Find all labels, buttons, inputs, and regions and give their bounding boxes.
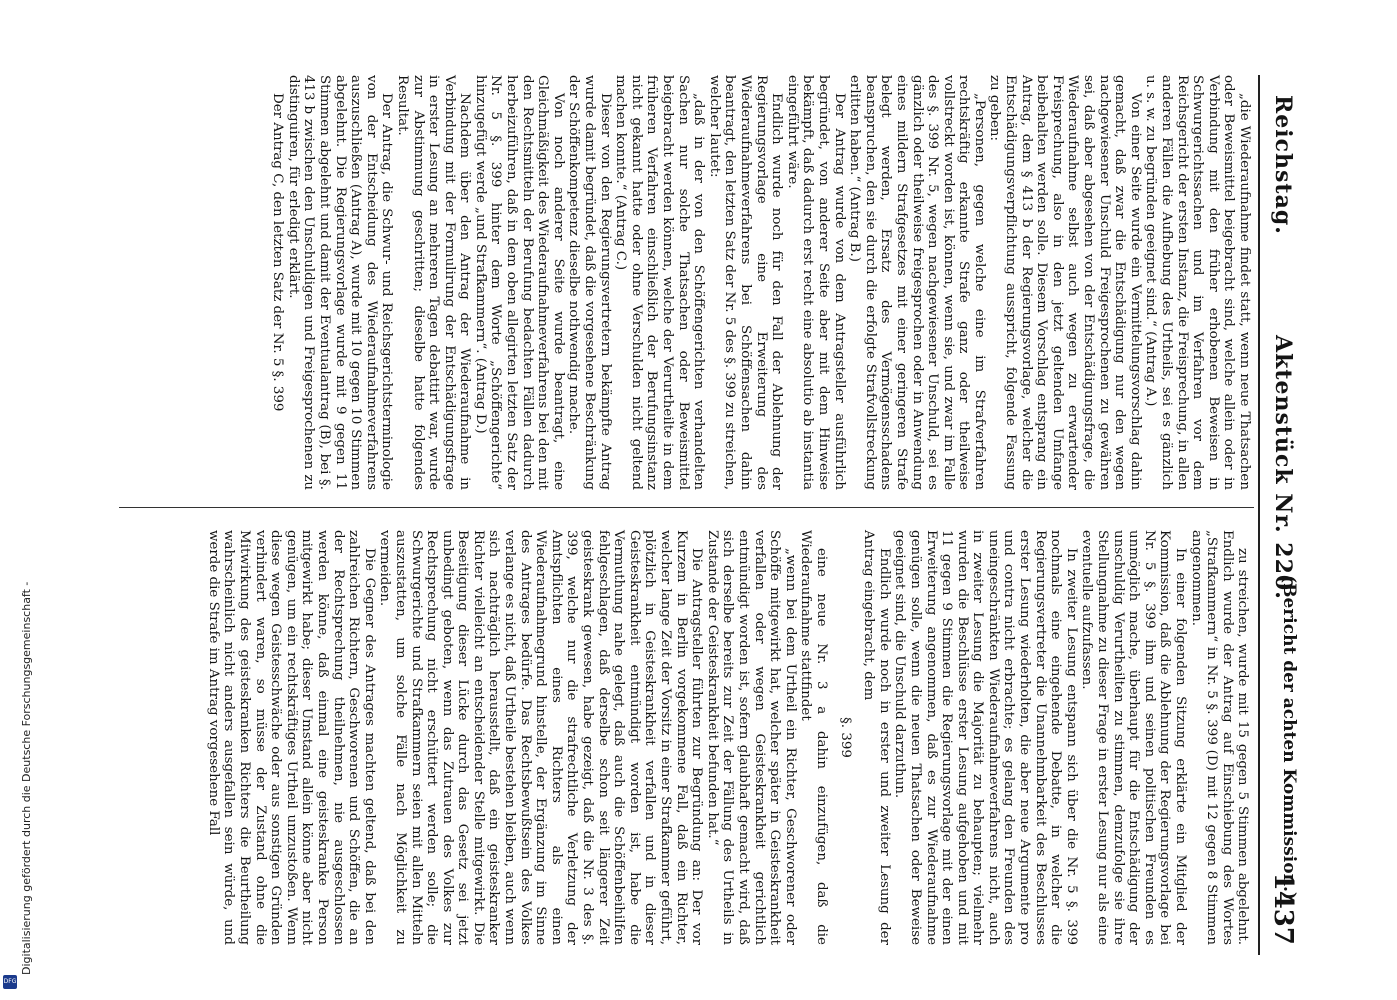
left-paragraph: Von einer Seite wurde ein Vermittelungsvorschlag dahin gemacht, daß zwar die Entschädigung nur den wegen nachgewiesener Unschuld Freigesprochenen zu gewähren sei, daß aber abgesehen von der Entschädigungsfrage, die Wiederaufnahme selbst auch wegen zu erwartender Freisprechung, also in den jetzt geltenden Umfange beibehalten werden solle. Diesem Vorschlag entsprang ein Antrag, dem § 413 b der Regierungsvorlage, welcher die Entschädigungsverpflichtung ausspricht, folgende Fassung zu geben:	[987, 75, 1143, 490]
dfg-logo-icon	[3, 975, 17, 989]
right-paragraph: In zweiter Lesung entspann sich über die Nr. 5 §. 399 nochmals eine eingehende Debatte, in welcher die Regierungsvertreter die Unannehmbarkeit des Beschlusses erster Lesung wiederholten, die aber neue Argumente pro und contra nicht erbrachte; es gelang den Freunden des uneingeschränkten Wiederaufnahmeverfahrens nicht, auch in zweiter Lesung die Majorität zu behaupten; vielmehr wurden die Beschlüsse erster Lesung aufgehoben und mit 11 gegen 9 Stimmen die Regierungsvorlage mit der einen Erweiterung angenommen, daß es zur Wiederaufnahme genügen solle, wenn die neuen Thatsachen oder Beweise geeignet sind, die Unschuld darzuthun.	[892, 530, 1079, 945]
left-paragraph: Der Antrag wurde von dem Antragsteller ausführlich begründet, von anderer Seite aber mit dem Hinweise bekämpft, daß dadurch erst recht eine absolutio ab instantia eingeführt wäre.	[784, 75, 847, 490]
left-paragraph: „daß in der von den Schöffengerichten verhandelten Sachen nur solche Thatsachen oder Beweismittel beigebracht werden können, welche der Verurtheilte in dem früheren Verfahren einschließlich der Berufungsinstanz nicht gekannt hatte oder ohne Verschulden nicht geltend machen konnte.“ (Antrag C.)	[613, 75, 707, 490]
right-paragraph: Endlich wurde noch in erster und zweiter Lesung der Antrag eingebracht, dem	[861, 530, 892, 945]
left-paragraph: Nachdem über den Antrag der Wiederaufnahme in Verbindung mit der Formulirung der Entschädigungsfrage in erster Lesung an mehreren Tagen debattirt war, wurde zur Abstimmung geschritten; dieselbe hatte folgendes Resultat.	[394, 75, 473, 490]
header-page-number: 1437	[1268, 872, 1298, 945]
column-divider	[119, 507, 1254, 508]
footer-credit-text: Digitalisierung gefördert durch die Deutsche Forschungsgemeinschaft -	[20, 581, 33, 975]
right-paragraph: zu streichen, wurde mit 15 gegen 5 Stimmen abgelehnt. Endlich wurde der Antrag auf Einschiebung des Wortes „Strafkammern“ in Nr. 5 §. 399 (D) mit 12 gegen 8 Stimmen angenommen.	[1188, 530, 1251, 945]
section-heading: §. 399	[837, 717, 853, 758]
left-paragraph: Der Antrag C, den letzten Satz der Nr. 5 §. 399	[270, 93, 286, 412]
right-paragraph: In einer folgenden Sitzung erklärte ein Mitglied der Kommission, daß die Ablehnung der Regierungsvorlage bei Nr. 5 §. 399 ihm und seinen politischen Freunden es unmöglich mache, überhaupt für die Entschädigung der unschuldig Verurtheilten zu stimmen, demzufolge sie ihre Stellungnahme zu dieser Frage in erster Lesung nur als eine eventuelle aufzufassen.	[1079, 530, 1189, 945]
digitization-footer	[0, 0, 33, 1000]
left-paragraph: Endlich wurde noch für den Fall der Ablehnung der Regierungsvorlage eine Erweiterung des Wiederaufnahmeverfahrens bei Schöffensachen dahin beantragt, den letzten Satz der Nr. 5 des §. 399 zu streichen, welcher lautet:	[706, 75, 785, 490]
left-paragraph: Dieser von den Regierungsvertretern bekämpfte Antrag wurde damit begründet, daß die vorgesehene Beschränkung der Schöffenkompetenz dieselbe nothwendig mache.	[566, 75, 613, 490]
left-paragraph: Von noch anderer Seite wurde beantragt, eine Gleichmäßigkeit des Wiederaufnahmeverfahrens bei den mit den Rechtsmitteln der Berufung bedachten Fällen dadurch herbeizuführen, daß in dem oben allegirten letzten Satz der Nr. 5 §. 399 hinter dem Worte „Schöffengerichte“ hinzugefügt werde „und Strafkammern“. (Antrag D.)	[472, 75, 566, 490]
header-aktenstueck: Aktenstück Nr. 220.	[1270, 335, 1296, 600]
header-rule	[1258, 75, 1260, 955]
left-column	[122, 75, 1252, 490]
left-paragraph: „Personen, gegen welche eine im Strafverfahren rechtskräftig erkannte Strafe ganz oder theilweise vollstreckt worden ist, können, wenn sie, und zwar im Falle des §. 399 Nr. 5, wegen nachgewiesener Unschuld, sei es gänzlich oder theilweise freigesprochen oder in Anwendung eines mildern Strafgesetzes mit einer geringeren Strafe belegt werden, Ersatz des Vermögensschadens beanspruchen, den sie durch die erfolgte Strafvollstreckung erlitten haben.“ (Antrag B.)	[847, 75, 987, 490]
dfg-logo-text: DFG	[3, 978, 17, 985]
right-paragraph: „wenn bei dem Urtheil ein Richter, Geschworener oder Schöffe mitgewirkt hat, welcher später in Geisteskrankheit verfallen oder wegen Geisteskrankheit gerichtlich entmündigt worden ist, sofern glaubhaft gemacht wird, daß sich derselbe bereits zur Zeit der Fällung des Urtheils in Zustande der Geisteskrankheit befunden hat.“	[704, 530, 798, 945]
left-paragraph: „die Wiederaufnahme findet statt, wenn neue Thatsachen oder Beweismittel beigebracht sind, welche allein oder in Verbindung mit den früher erhobenen Beweisen in Schwurgerichtssachen und im Verfahren vor dem Reichsgericht der ersten Instanz, die Freisprechung, in allen anderen Fällen die Aufhebung des Urtheils, sei es gänzlich u. s. w. zu begründen geeignet sind.“ (Antrag A.)	[1143, 75, 1252, 490]
right-paragraph: Die Gegner des Antrages machten geltend, daß bei den zahlreichen Richtern, Geschworenen und Schöffen, die an der Rechtsprechung theilnehmen, nie ausgeschlossen werden könne, daß einmal eine geisteskranke Person mitgewirkt habe; dieser Umstand allein könne aber nicht genügen, um ein rechtskräftiges Urtheil umzustoßen. Wenn diese wegen Geistesschwäche oder aus sonstigen Gründen verhindert waren, so müsse der Zustand ohne die Mitwirkung des geisteskranken Richters die Beurtheilung wahrscheinlich nicht anders ausgefallen sein würde, und werde die Strafe im Antrag vorgesehene Fall	[205, 530, 377, 945]
right-paragraph: Die Antragsteller führten zur Begründung an: Der vor Kurzem in Berlin vorgekommene Fall, daß ein Richter, welcher lange Zeit der Vorsitz in einer Strafkammer geführt, plötzlich in Geisteskrankheit verfallen und in dieser Geisteskrankheit entmündigt worden ist, habe die Vermuthung nahe gelegt, daß auch die Schöffenbeihilfen fehlgeschlagen, daß derselbe schon seit längerer Zeit geisteskrank gewesen, habe gezeigt, daß die Nr. 3 des §. 399, welche nur die strafrechtliche Verletzung der Amtspflichten eines Richters als einen Wiederaufnahmegrund hinstelle, der Ergänzung im Sinne des Antrages bedürfe. Das Rechtsbewußtsein des Volkes verlange es nicht, daß Urtheile bestehen bleiben, auch wenn sich nachträglich herausstellt, daß ein geisteskranker Richter vielleicht an entscheidender Stelle mitgewirkt. Die Beseitigung dieser Lücke durch das Gesetz sei jetzt unbedingt geboten, wenn das Zutrauen des Volkes zur Rechtsprechung nicht erschüttert werden solle; die Schwurgerichte und Strafkammern seien mit allen Mitteln auszustatten, um solche Fälle nach Möglichkeit zu vermeiden.	[377, 530, 705, 945]
left-paragraph: Der Antrag, die Schwur- und Reichsgerichtsterminologie von der Entscheidung des Wiederaufnahmeverfahrens auszuschließen (Antrag A), wurde mit 10 gegen 10 Stimmen abgelehnt. Die Regierungsvorlage wurde mit 9 gegen 11 Stimmen abgelehnt und damit der Eventualantrag (B), bei §. 413 b zwischen den Unschuldigen und Freigesprochenen zu distinguiren, für erledigt erklärt.	[285, 75, 395, 490]
header-report-title: (Bericht der achten Kommission.)	[1279, 575, 1299, 900]
right-paragraph: eine neue Nr. 3 a dahin einzufügen, daß die Wiederaufnahme stattfindet	[798, 530, 829, 945]
document-page	[110, 75, 1300, 955]
header-reichstag: Reichstag.	[1270, 95, 1296, 235]
